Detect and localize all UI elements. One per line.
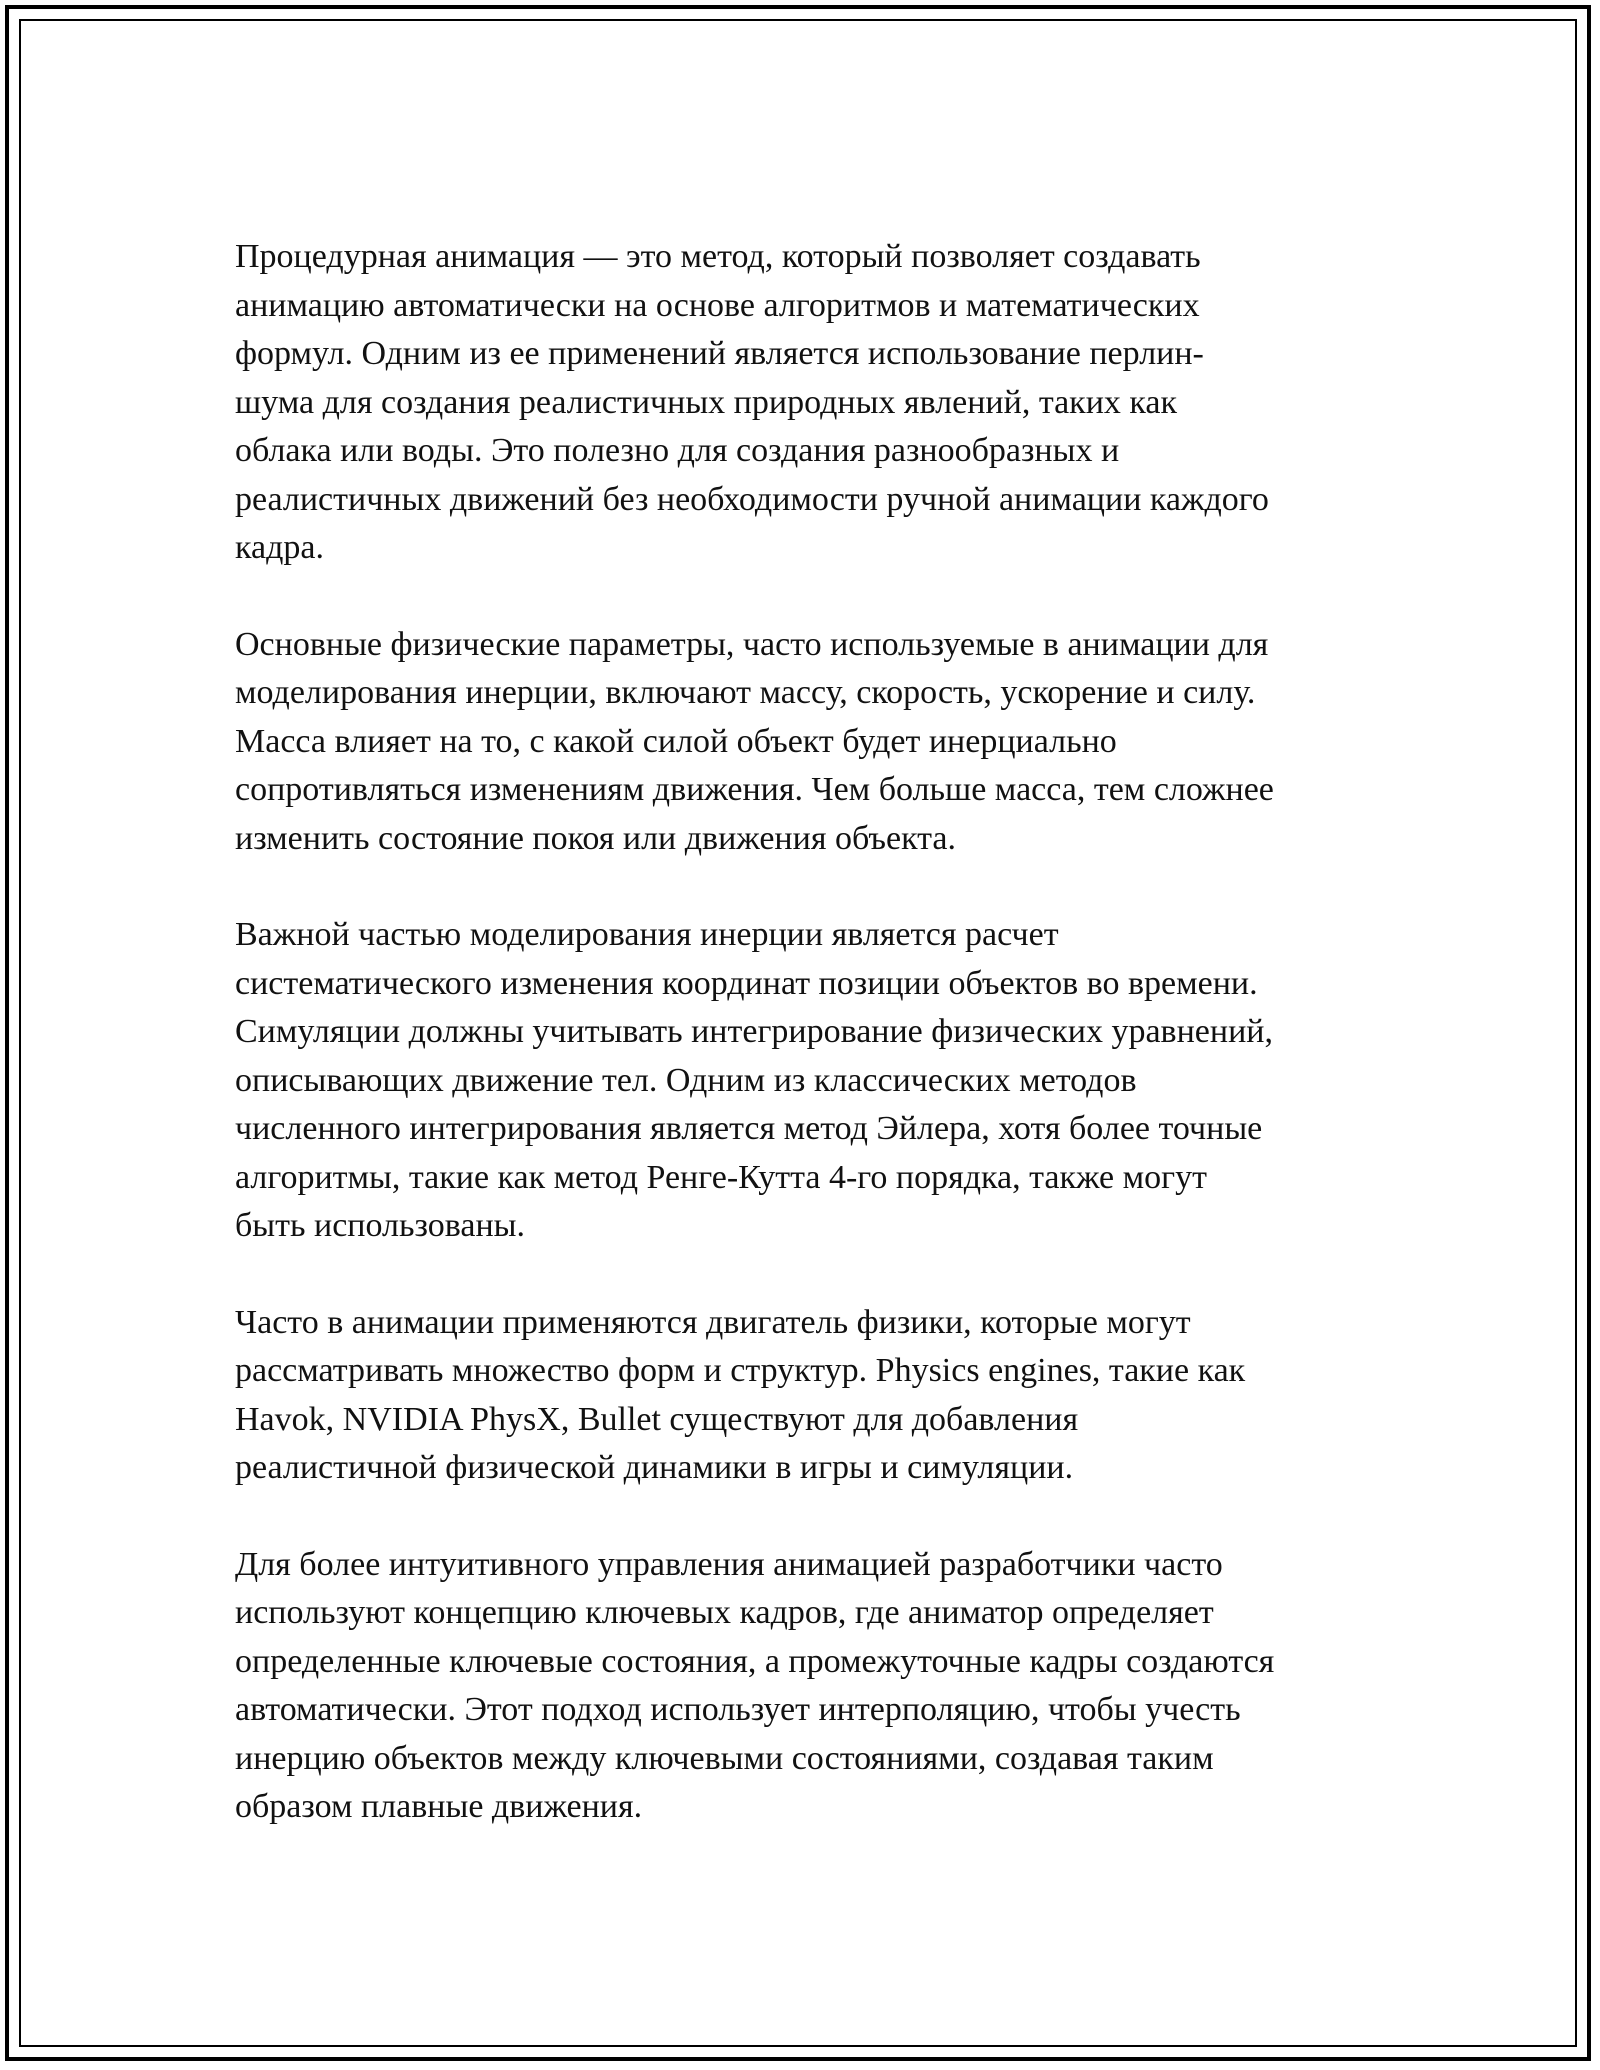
paragraph-physical-parameters: Основные физические параметры, часто используемые в анимации для моделирования инерции, включают массу, скорость, ускорение и силу. Масса влияет на то, с какой силой объект будет инерциально сопротивляться изменениям движения. Чем больше масса, тем сложнее изменить состояние покоя или движения объекта.	[235, 625, 1274, 857]
paragraph-physics-engines: Часто в анимации применяются двигатель физики, которые могут рассматривать множество форм и структур. Physics engines, такие как Havok, NVIDIA PhysX, Bullet существуют для добавления реалистичной физической динамики в игры и симуляции.	[235, 1303, 1246, 1486]
paragraph-inertia-modeling: Важной частью моделирования инерции является расчет систематического изменения координат позиции объектов во времени. Симуляции должны учитывать интегрирование физических уравнений, описывающих движение тел. Одним из классических методов численного интегрирования является метод Эйлера, хотя более точные алгоритмы, такие как метод Ренге-Кутта 4-го порядка, также могут быть использованы.	[235, 916, 1273, 1244]
document-body	[235, 233, 1395, 1880]
paragraph-procedural-animation: Процедурная анимация — это метод, который позволяет создавать анимацию автоматически на основе алгоритмов и математических формул. Одним из ее применений является использование перлин- шума для создания реалистичных природных явлений, таких как облака или воды. Это полезно для создания разнообразных и реалистичных движений без необходимости ручной анимации каждого кадра.	[235, 238, 1269, 566]
paragraph-keyframes: Для более интуитивного управления анимацией разработчики часто используют концепцию ключевых кадров, где аниматор определяет определенные ключевые состояния, а промежуточные кадры создаются автоматически. Этот подход использует интерполяцию, чтобы учесть инерцию объектов между ключевыми состояниями, создавая таким образом плавные движения.	[235, 1545, 1275, 1825]
